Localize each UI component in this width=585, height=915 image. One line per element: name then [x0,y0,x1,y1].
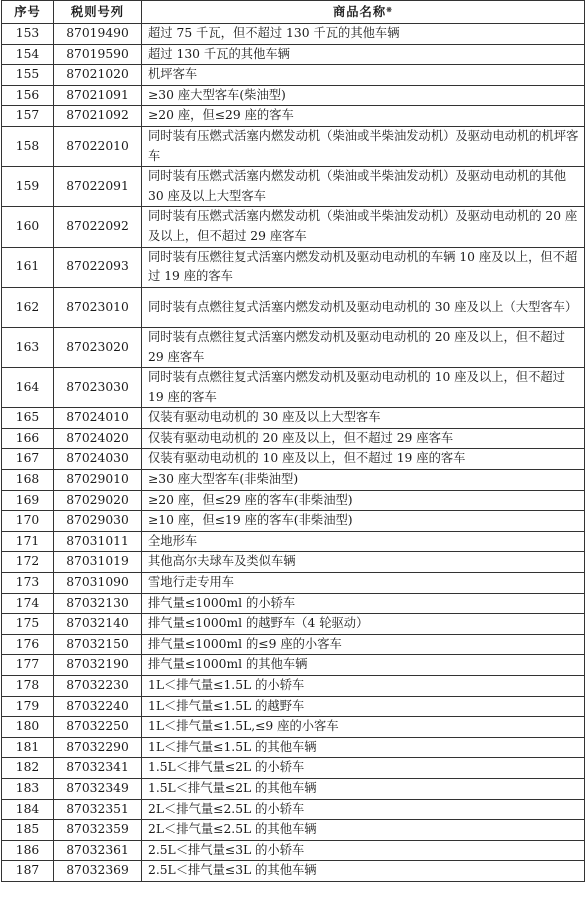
tariff-code: 87021091 [54,85,142,106]
tariff-code: 87019590 [54,44,142,65]
product-name: ≥10 座，但≤19 座的客车(非柴油型) [142,511,585,532]
product-name: 2L＜排气量≤2.5L 的其他车辆 [142,820,585,841]
table-row [2,655,585,676]
row-number: 159 [2,167,54,207]
row-number: 162 [2,287,54,327]
product-name: 同时装有点燃往复式活塞内燃发动机及驱动电动机的 30 座及以上（大型客车） [142,287,585,327]
product-name: 全地形车 [142,531,585,552]
product-name: 超过 130 千瓦的其他车辆 [142,44,585,65]
header-name-note: ※ [386,5,394,15]
tariff-code: 87032341 [54,758,142,779]
row-number: 176 [2,634,54,655]
product-name: ≥30 座大型客车(非柴油型) [142,470,585,491]
table-row [2,573,585,594]
tariff-code: 87022093 [54,247,142,287]
product-name: 同时装有压燃式活塞内燃发动机（柴油或半柴油发动机）及驱动电动机的机坪客车 [142,126,585,166]
product-name: ≥30 座大型客车(柴油型) [142,85,585,106]
product-name: 排气量≤1000ml 的≤9 座的小客车 [142,634,585,655]
row-number: 177 [2,655,54,676]
tariff-code: 87032290 [54,737,142,758]
tariff-code: 87024020 [54,428,142,449]
product-name: 1L＜排气量≤1.5L 的其他车辆 [142,737,585,758]
product-name: 2.5L＜排气量≤3L 的小轿车 [142,840,585,861]
tariff-code: 87029020 [54,490,142,511]
table-row [2,799,585,820]
product-name: ≥20 座，但≤29 座的客车(非柴油型) [142,490,585,511]
row-number: 169 [2,490,54,511]
row-number: 170 [2,511,54,532]
tariff-code: 87022092 [54,207,142,247]
product-name: 同时装有点燃往复式活塞内燃发动机及驱动电动机的 10 座及以上，但不超过 19 座的客车 [142,368,585,408]
product-name: 排气量≤1000ml 的越野车（4 轮驱动） [142,614,585,635]
row-number: 154 [2,44,54,65]
product-name: 仅装有驱动电动机的 20 座及以上，但不超过 29 座客车 [142,428,585,449]
product-name: 1.5L＜排气量≤2L 的小轿车 [142,758,585,779]
product-name: 排气量≤1000ml 的小轿车 [142,593,585,614]
header-code: 税则号列 [54,1,142,24]
tariff-code: 87024030 [54,449,142,470]
tariff-code: 87023010 [54,287,142,327]
table-row [2,207,585,247]
row-number: 165 [2,408,54,429]
table-row [2,449,585,470]
product-name: 同时装有压燃往复式活塞内燃发动机及驱动电动机的车辆 10 座及以上，但不超过 19 座的客车 [142,247,585,287]
table-row [2,247,585,287]
product-name: 1.5L＜排气量≤2L 的其他车辆 [142,778,585,799]
row-number: 166 [2,428,54,449]
row-number: 161 [2,247,54,287]
row-number: 187 [2,861,54,882]
table-row [2,820,585,841]
table-row [2,490,585,511]
row-number: 178 [2,676,54,697]
row-number: 182 [2,758,54,779]
product-name: 雪地行走专用车 [142,573,585,594]
table-row [2,696,585,717]
table-row [2,428,585,449]
product-name: 机坪客车 [142,65,585,86]
table-row [2,634,585,655]
row-number: 173 [2,573,54,594]
tariff-code: 87031011 [54,531,142,552]
tariff-code: 87029030 [54,511,142,532]
table-row [2,511,585,532]
tariff-code: 87032369 [54,861,142,882]
product-name: 1L＜排气量≤1.5L 的小轿车 [142,676,585,697]
table-row [2,614,585,635]
table-row [2,758,585,779]
table-row [2,593,585,614]
table-row [2,470,585,491]
header-name-label: 商品名称 [332,4,387,20]
tariff-code: 87021092 [54,106,142,127]
row-number: 158 [2,126,54,166]
table-row [2,327,585,367]
product-name: 2L＜排气量≤2.5L 的小轿车 [142,799,585,820]
table-row [2,737,585,758]
tariff-code: 87032359 [54,820,142,841]
row-number: 180 [2,717,54,738]
product-name: 同时装有压燃式活塞内燃发动机（柴油或半柴油发动机）及驱动电动机的 20 座及以上，但不超过 29 座客车 [142,207,585,247]
table-row [2,676,585,697]
tariff-code: 87023030 [54,368,142,408]
table-row [2,85,585,106]
row-number: 175 [2,614,54,635]
row-number: 184 [2,799,54,820]
tariff-code: 87024010 [54,408,142,429]
tariff-code: 87029010 [54,470,142,491]
tariff-code: 87023020 [54,327,142,367]
product-name: 2.5L＜排气量≤3L 的其他车辆 [142,861,585,882]
header-row [2,1,585,24]
table-row [2,368,585,408]
tariff-code: 87032130 [54,593,142,614]
header-name [142,1,585,24]
product-name: 同时装有压燃式活塞内燃发动机（柴油或半柴油发动机）及驱动电动机的其他 30 座及以上大型客车 [142,167,585,207]
tariff-code: 87019490 [54,24,142,45]
table-row [2,167,585,207]
tariff-code: 87031019 [54,552,142,573]
row-number: 153 [2,24,54,45]
tariff-code: 87032240 [54,696,142,717]
row-number: 167 [2,449,54,470]
row-number: 155 [2,65,54,86]
row-number: 185 [2,820,54,841]
table-row [2,778,585,799]
table-row [2,106,585,127]
row-number: 174 [2,593,54,614]
row-number: 172 [2,552,54,573]
row-number: 186 [2,840,54,861]
product-name: 仅装有驱动电动机的 30 座及以上大型客车 [142,408,585,429]
tariff-code: 87022091 [54,167,142,207]
row-number: 156 [2,85,54,106]
row-number: 181 [2,737,54,758]
tariff-code: 87032250 [54,717,142,738]
tariff-code: 87022010 [54,126,142,166]
table-row [2,552,585,573]
tariff-code: 87032190 [54,655,142,676]
table-row [2,65,585,86]
product-name: 1L＜排气量≤1.5L 的越野车 [142,696,585,717]
product-name: 仅装有驱动电动机的 10 座及以上，但不超过 19 座的客车 [142,449,585,470]
row-number: 183 [2,778,54,799]
tariff-code: 87032351 [54,799,142,820]
table-row [2,24,585,45]
product-name: ≥20 座，但≤29 座的客车 [142,106,585,127]
header-no: 序号 [2,1,54,24]
row-number: 163 [2,327,54,367]
table-row [2,408,585,429]
tariff-code: 87032349 [54,778,142,799]
row-number: 179 [2,696,54,717]
tariff-table [1,0,585,882]
tariff-code: 87032140 [54,614,142,635]
row-number: 171 [2,531,54,552]
tariff-code: 87031090 [54,573,142,594]
table-row [2,126,585,166]
tariff-code: 87032361 [54,840,142,861]
tariff-code: 87032230 [54,676,142,697]
table-row [2,717,585,738]
row-number: 160 [2,207,54,247]
table-row [2,861,585,882]
row-number: 168 [2,470,54,491]
product-name: 其他高尔夫球车及类似车辆 [142,552,585,573]
tariff-code: 87021020 [54,65,142,86]
row-number: 157 [2,106,54,127]
product-name: 1L＜排气量≤1.5L,≤9 座的小客车 [142,717,585,738]
product-name: 同时装有点燃往复式活塞内燃发动机及驱动电动机的 20 座及以上，但不超过 29 座客车 [142,327,585,367]
table-row [2,531,585,552]
product-name: 排气量≤1000ml 的其他车辆 [142,655,585,676]
row-number: 164 [2,368,54,408]
table-row [2,840,585,861]
table-row [2,287,585,327]
tariff-code: 87032150 [54,634,142,655]
product-name: 超过 75 千瓦，但不超过 130 千瓦的其他车辆 [142,24,585,45]
table-row [2,44,585,65]
